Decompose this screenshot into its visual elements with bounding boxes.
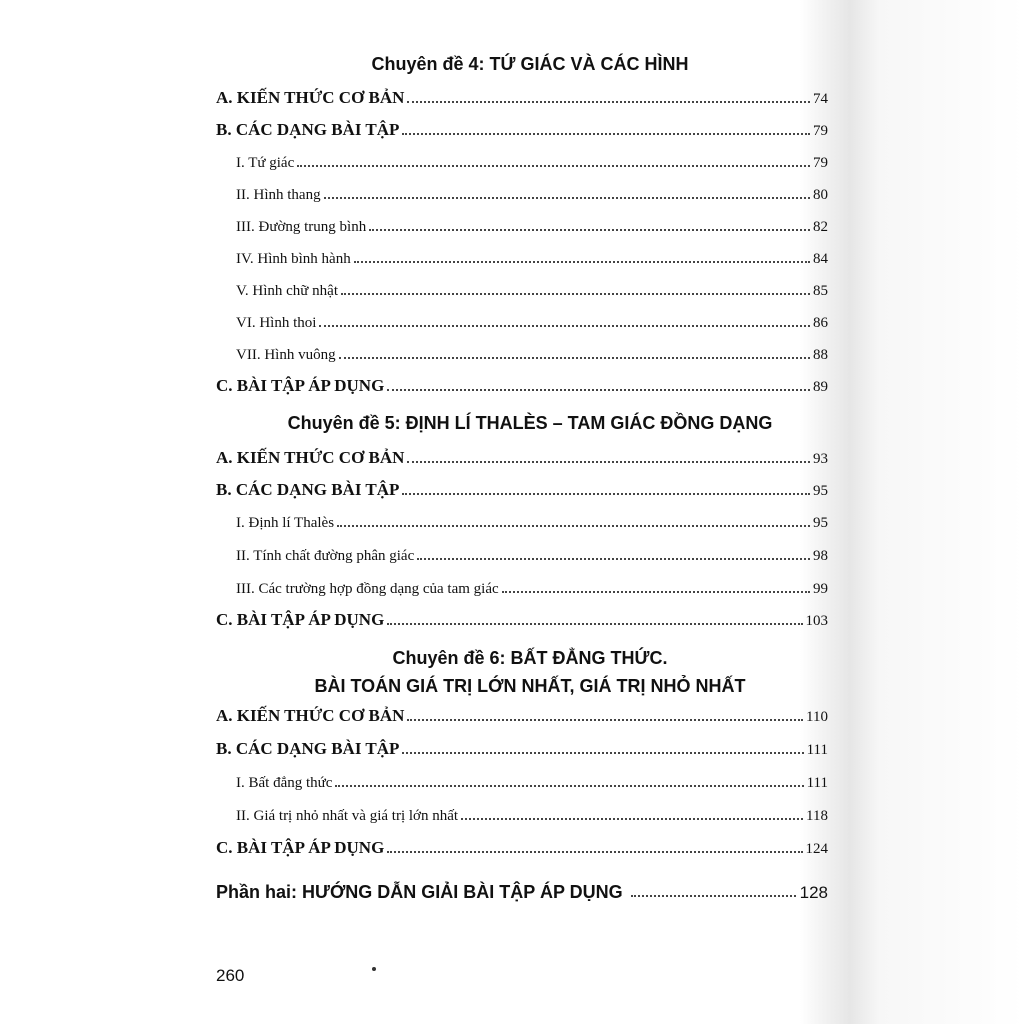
toc-entry-label: A. KIẾN THỨC CƠ BẢN <box>216 706 405 725</box>
dot-leader <box>324 196 810 199</box>
toc-entry[interactable] <box>0 214 828 236</box>
dot-leader <box>502 590 810 593</box>
toc-entry-label: Phần hai: HƯỚNG DẪN GIẢI BÀI TẬP ÁP DỤNG <box>216 882 623 902</box>
toc-entry[interactable] <box>0 342 828 364</box>
toc-entry[interactable] <box>0 182 828 204</box>
toc-entry[interactable] <box>0 246 828 268</box>
toc-entry-page: 110 <box>806 709 828 725</box>
toc-entry[interactable] <box>0 118 828 140</box>
page-number: 260 <box>216 966 245 985</box>
toc-entry-page: 95 <box>813 483 828 499</box>
print-speck <box>372 967 376 971</box>
dot-leader <box>335 784 803 787</box>
toc-entry-part-two[interactable] <box>216 877 828 903</box>
dot-leader <box>297 164 810 167</box>
toc-entry-label: V. Hình chữ nhật <box>236 283 339 299</box>
toc-entry-page: 80 <box>813 187 828 203</box>
dot-leader <box>417 557 810 560</box>
toc-entry[interactable] <box>0 86 828 108</box>
toc-entry-label: A. KIẾN THỨC CƠ BẢN <box>216 88 405 107</box>
toc-entry[interactable] <box>0 510 828 532</box>
toc-entry-label: C. BÀI TẬP ÁP DỤNG <box>216 610 385 629</box>
dot-leader <box>407 100 810 103</box>
chapter-4-title: Chuyên đề 4: TỨ GIÁC VÀ CÁC HÌNH <box>371 54 689 74</box>
toc-entry-label: A. KIẾN THỨC CƠ BẢN <box>216 448 405 467</box>
toc-entry-label: VI. Hình thoi <box>236 315 317 331</box>
dot-leader <box>402 132 810 135</box>
toc-entry[interactable] <box>0 737 828 759</box>
toc-entry[interactable] <box>0 446 828 468</box>
toc-entry-page: 85 <box>813 283 828 299</box>
toc-entry-page: 124 <box>805 841 828 857</box>
toc-entry-label: II. Tính chất đường phân giác <box>236 548 415 564</box>
toc-entry-label: B. CÁC DẠNG BÀI TẬP <box>216 120 400 139</box>
toc-entry-label: I. Tứ giác <box>236 155 295 171</box>
toc-entry-page: 88 <box>813 347 828 363</box>
dot-leader <box>461 817 803 820</box>
dot-leader <box>402 492 810 495</box>
toc-entry[interactable] <box>0 770 828 792</box>
toc-entry-label: I. Bất đẳng thức <box>236 775 333 791</box>
chapter-6-subtitle: BÀI TOÁN GIÁ TRỊ LỚN NHẤT, GIÁ TRỊ NHỎ NHẤT <box>314 676 746 696</box>
toc-entry-page: 103 <box>805 613 828 629</box>
toc-entry-page: 111 <box>806 742 828 758</box>
toc-entry-page: 118 <box>806 808 828 824</box>
toc-entry-label: III. Đường trung bình <box>236 219 367 235</box>
toc-entry-label: C. BÀI TẬP ÁP DỤNG <box>216 838 385 857</box>
dot-leader <box>387 622 802 625</box>
toc-entry[interactable] <box>0 150 828 172</box>
toc-entry[interactable] <box>0 278 828 300</box>
toc-entry-page: 79 <box>813 155 828 171</box>
toc-entry-label: I. Định lí Thalès <box>236 515 335 531</box>
dot-leader <box>341 292 810 295</box>
toc-entry-page: 95 <box>813 515 828 531</box>
toc-entry-page: 98 <box>813 548 828 564</box>
toc-entry-page: 74 <box>813 91 828 107</box>
dot-leader <box>631 894 796 897</box>
toc-entry-label: III. Các trường hợp đồng dạng của tam giác <box>236 581 499 597</box>
dot-leader <box>369 228 810 231</box>
toc-entry-page: 128 <box>799 883 828 902</box>
chapter-5-title: Chuyên đề 5: ĐỊNH LÍ THALÈS – TAM GIÁC ĐỒNG DẠNG <box>287 413 773 433</box>
chapter-6-title: Chuyên đề 6: BẤT ĐẲNG THỨC. <box>392 648 668 668</box>
dot-leader <box>337 524 810 527</box>
toc-entry-label: II. Giá trị nhỏ nhất và giá trị lớn nhất <box>236 808 459 824</box>
dot-leader <box>407 460 810 463</box>
toc-entry-page: 86 <box>813 315 828 331</box>
toc-entry-label: B. CÁC DẠNG BÀI TẬP <box>216 739 400 758</box>
toc-entry[interactable] <box>0 478 828 500</box>
toc-entry[interactable] <box>0 310 828 332</box>
toc-entry-page: 89 <box>813 379 828 395</box>
toc-entry-label: VII. Hình vuông <box>236 347 336 363</box>
dot-leader <box>407 718 803 721</box>
toc-entry[interactable] <box>0 608 828 630</box>
dot-leader <box>387 850 802 853</box>
dot-leader <box>354 260 810 263</box>
dot-leader <box>339 356 810 359</box>
toc-entry[interactable] <box>0 704 828 726</box>
dot-leader <box>319 324 810 327</box>
toc-entry-page: 99 <box>813 581 828 597</box>
toc-entry[interactable] <box>0 836 828 858</box>
toc-entry-page: 93 <box>813 451 828 467</box>
toc-entry-label: B. CÁC DẠNG BÀI TẬP <box>216 480 400 499</box>
toc-entry[interactable] <box>0 374 828 396</box>
toc-entry[interactable] <box>0 803 828 825</box>
toc-entry[interactable] <box>0 543 828 565</box>
toc-entry-label: IV. Hình bình hành <box>236 251 351 267</box>
toc-entry-label: C. BÀI TẬP ÁP DỤNG <box>216 376 385 395</box>
toc-entry-page: 84 <box>813 251 828 267</box>
toc-entry-page: 79 <box>813 123 828 139</box>
toc-entry-page: 111 <box>806 775 828 791</box>
dot-leader <box>402 751 803 754</box>
toc-entry[interactable] <box>0 576 828 598</box>
toc-entry-page: 82 <box>813 219 828 235</box>
dot-leader <box>387 388 810 391</box>
toc-entry-label: II. Hình thang <box>236 187 321 203</box>
